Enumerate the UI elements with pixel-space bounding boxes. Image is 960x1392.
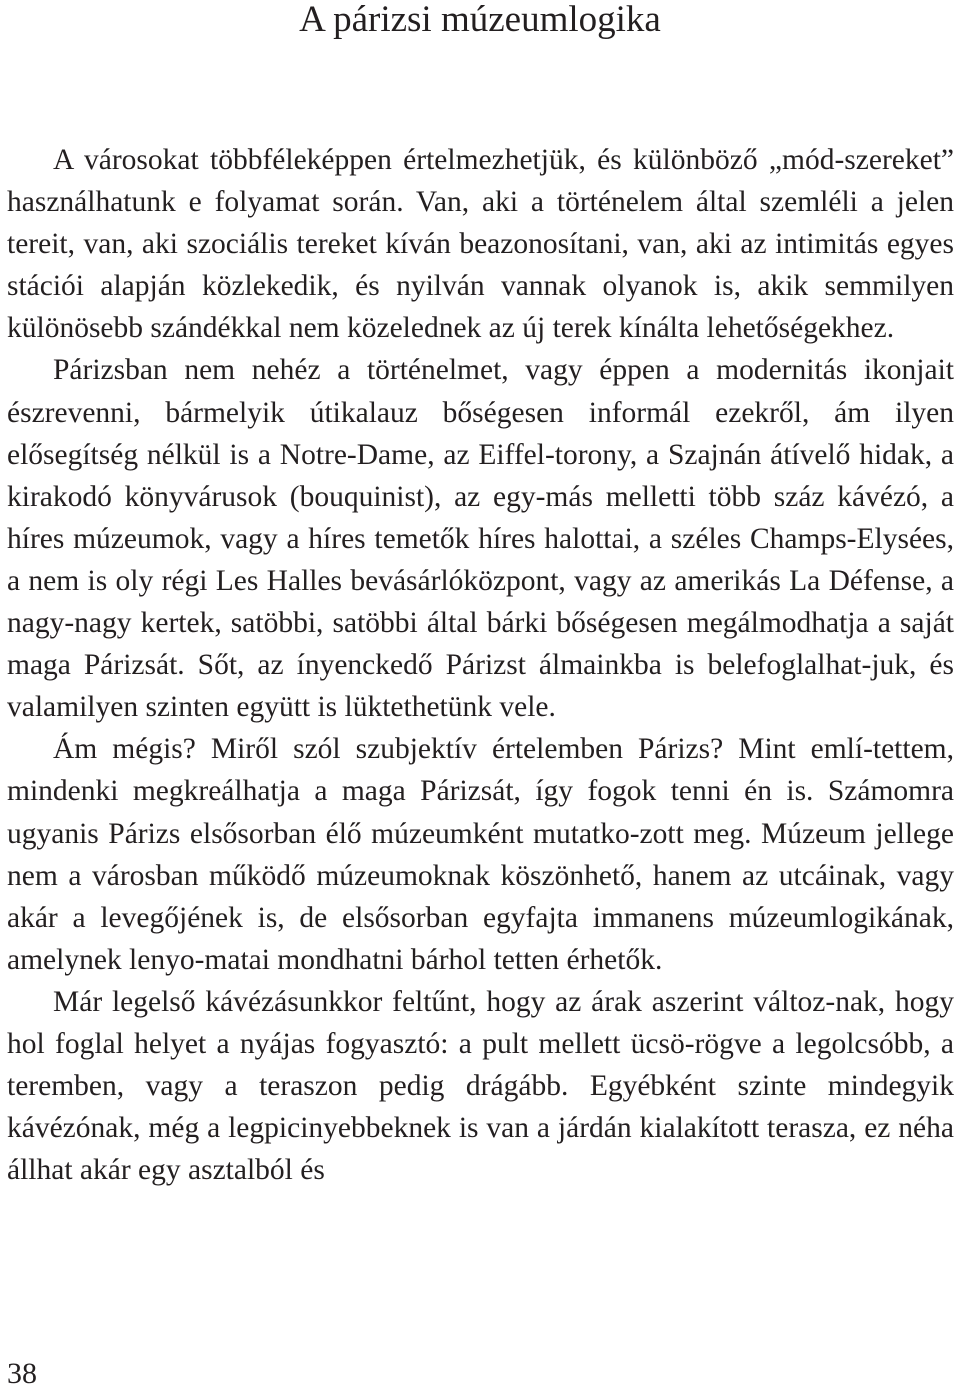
page-title: A párizsi múzeumlogika <box>299 0 661 40</box>
paragraph: A városokat többféleképpen értelmezhetjük, és különböző „mód-szereket” használhatunk e folyamat során. Van, aki a történelem által szemléli a jelen tereit, van, aki szociális tereket kíván beazonosítani, van, aki az intimitás egyes stációi alapján közlekedik, és nyilván vannak olyanok is, akik semmilyen különösebb szándékkal nem közelednek az új terek kínálta lehetőségekhez. <box>7 144 954 345</box>
paragraph: Ám mégis? Miről szól szubjektív értelemben Párizs? Mint emlí-tettem, mindenki megkreálhatja a maga Párizsát, így fogok tenni én is. Számomra ugyanis Párizs elsősorban élő múzeumként mutatko-zott meg. Múzeum jellege nem a városban működő múzeumoknak köszönhető, hanem az utcáinak, vagy akár a levegőjének is, de elsősorban egyfajta immanens múzeumlogikának, amelynek lenyo-matai mondhatni bárhol tetten érhetők. <box>7 733 954 976</box>
body-text <box>7 139 954 1191</box>
page-number: 38 <box>7 1357 37 1390</box>
paragraph: Párizsban nem nehéz a történelmet, vagy éppen a modernitás ikonjait észrevenni, bármelyik útikalauz bőségesen informál ezekről, ám ilyen elősegítség nélkül is a Notre-Dame, az Eiffel-torony, a Szajnán átívelő hidak, a kirakodó könyvárusok (bouquinist), az egy-más melletti több száz kávézó, a híres múzeumok, vagy a híres temetők híres halottai, a széles Champs-Elysées, a nem is oly régi Les Halles bevásárlóközpont, vagy az amerikás La Défense, a nagy-nagy kertek, satöbbi, satöbbi által bárki bőségesen megálmodhatja a saját maga Párizsát. Sőt, az ínyenckedő Párizst álmainkba is belefoglalhat-juk, és valamilyen szinten együtt is lüktethetünk vele. <box>7 354 954 724</box>
paragraph: Már legelső kávézásunkkor feltűnt, hogy az árak aszerint változ-nak, hogy hol foglal helyet a nyájas fogyasztó: a pult mellett ücsö-rögve a legolcsóbb, a teremben, vagy a teraszon pedig drágább. Egyébként szinte mindegyik kávézónak, még a legpicinyebbeknek is van a járdán kialakított terasza, ez néha állhat akár egy asztalból és <box>7 985 954 1187</box>
